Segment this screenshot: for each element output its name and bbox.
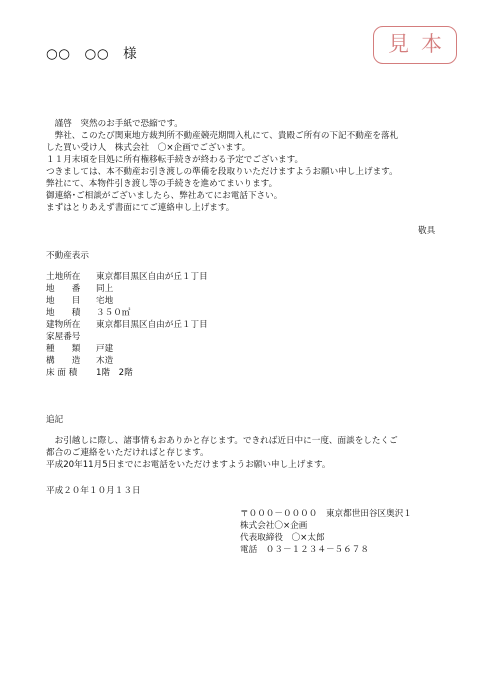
sender-address: 〒０００－００００ 東京都世田谷区奥沢１ bbox=[240, 509, 412, 519]
property-row bbox=[46, 355, 306, 367]
property-value: 1階 2階 bbox=[96, 368, 133, 378]
sender-representative: 代表取締役 〇×太郎 bbox=[240, 533, 325, 543]
property-row bbox=[46, 319, 306, 331]
letter-line: した買い受け人 株式会社 〇×企画でございます。 bbox=[46, 143, 251, 153]
property-label: 地 積 bbox=[46, 308, 81, 318]
letter-line: まずはとりあえず書面にてご連絡申し上げます。 bbox=[46, 203, 235, 213]
note-line: 平成20年11月5日までにお電話をいただけますようお願い申し上げます。 bbox=[46, 460, 331, 470]
sender-company: 株式会社〇×企画 bbox=[240, 521, 308, 531]
property-value: 東京都目黒区自由が丘１丁目 bbox=[96, 320, 208, 330]
property-label: 家屋番号 bbox=[46, 332, 81, 342]
note-line: お引越しに際し、諸事情もおありかと存じます。できれば近日中に一度、面談をしたくご bbox=[46, 436, 398, 446]
addressee: ○○ ○○ 様 bbox=[46, 46, 138, 62]
note-line: 都合のご連絡をいただければと存じます。 bbox=[46, 448, 209, 458]
letter-line: 弊社にて、本物件引き渡し等の手続きを進めてまいります。 bbox=[46, 179, 278, 189]
property-row bbox=[46, 283, 306, 295]
property-label: 地 番 bbox=[46, 284, 81, 294]
property-label: 地 目 bbox=[46, 296, 81, 306]
letter-line: 弊社、このたび関東地方裁判所不動産競売期間入札にて、貴殿ご所有の下記不動産を落札 bbox=[46, 131, 399, 141]
sample-stamp: 見本 bbox=[373, 26, 457, 64]
closing: 敬具 bbox=[418, 226, 436, 236]
property-label: 土地所在 bbox=[46, 272, 81, 282]
property-row bbox=[46, 271, 306, 283]
letter-line: １１月末頃を目処に所有権移転手続きが終わる予定でございます。 bbox=[46, 155, 304, 165]
property-label: 建物所在 bbox=[46, 320, 81, 330]
property-value: 宅地 bbox=[96, 296, 114, 306]
property-row bbox=[46, 367, 306, 379]
note-body bbox=[46, 435, 456, 471]
letter-body bbox=[46, 118, 446, 214]
letter-line: 謹啓 突然のお手紙で恐縮です。 bbox=[46, 119, 183, 129]
property-list bbox=[46, 271, 306, 379]
property-row bbox=[46, 343, 306, 355]
property-value: 木造 bbox=[96, 356, 114, 366]
property-label: 構 造 bbox=[46, 356, 81, 366]
property-value: 戸建 bbox=[96, 344, 114, 354]
property-row bbox=[46, 307, 306, 319]
property-row bbox=[46, 331, 306, 343]
property-value: ３５０㎡ bbox=[96, 308, 131, 318]
property-value: 東京都目黒区自由が丘１丁目 bbox=[96, 272, 208, 282]
letter-date: 平成２０年１０月１３日 bbox=[46, 486, 141, 496]
property-section-title: 不動産表示 bbox=[46, 251, 89, 261]
note-title: 追記 bbox=[46, 415, 64, 425]
letter-line: 御連絡･ご相談がございましたら、弊社あてにお電話下さい。 bbox=[46, 191, 283, 201]
letter-line: つきましては、本不動産お引き渡しの準備を段取りいただけますようお願い申し上げます。 bbox=[46, 167, 398, 177]
property-value: 同上 bbox=[96, 284, 114, 294]
property-row bbox=[46, 295, 306, 307]
sender-phone: 電話 ０３－１２３４－５６７８ bbox=[240, 545, 369, 555]
sender-block bbox=[240, 508, 470, 556]
property-label: 床 面 積 bbox=[46, 368, 78, 378]
property-label: 種 類 bbox=[46, 344, 81, 354]
